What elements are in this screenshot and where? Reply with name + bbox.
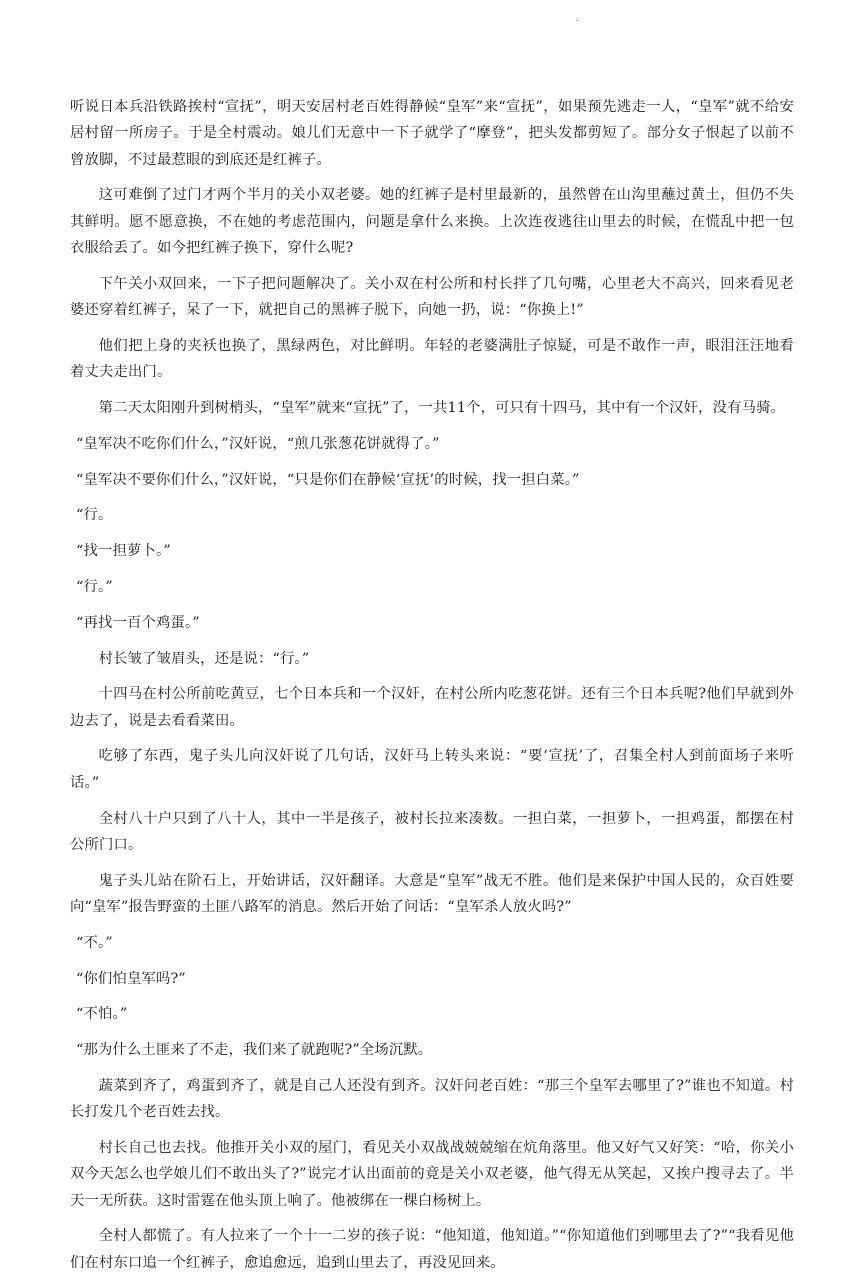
dialogue-line: “皇军决不吃你们什么，”汉奸说，“煎几张葱花饼就得了。” xyxy=(76,435,440,452)
paragraph: 听说日本兵沿铁路挨村“宣抚”，明天安居村老百姓得静候“皇军”来“宣抚”，如果预先逃走一人，“皇军”就不给安居村留一所房子。于是全村震动。娘儿们无意中一下子就学了“摩登”，把头发都剪短了。部分女子恨起了以前不曾放脚，不过最惹眼的到底还是红裤子。 xyxy=(70,99,794,168)
paragraph: 蔬菜到齐了，鸡蛋到齐了，就是自己人还没有到齐。汉奸问老百姓：“那三个皇军去哪里了?”谁也不知道。村长打发几个老百姓去找。 xyxy=(70,1077,794,1121)
paragraph: 全村八十户只到了八十人，其中一半是孩子，被村长拉来凑数。一担白菜，一担萝卜，一担鸡蛋，都摆在村公所门口。 xyxy=(70,810,794,853)
paragraph: 这可难倒了过门才两个半月的关小双老婆。她的红裤子是村里最新的，虽然曾在山沟里蘸过黄土，但仍不失其鲜明。愿不愿意换，不在她的考虑范围内，问题是拿什么来换。上次连夜逃往山里去的时候，在慌乱中把一包衣服给丢了。如今把红裤子换下，穿什么呢? xyxy=(70,187,794,256)
dialogue-line: “你们怕皇军吗?” xyxy=(76,970,186,987)
dialogue-line: “皇军决不要你们什么，”汉奸说，“只是你们在静候‘宣抚’的时候，找一担白菜。” xyxy=(76,471,580,488)
dialogue-line: “那为什么土匪来了不走，我们来了就跑呢?”全场沉默。 xyxy=(76,1042,433,1059)
paragraph: 下午关小双回来，一下子把问题解决了。关小双在村公所和村长拌了几句嘴，心里老大不高兴，回来看见老婆还穿着红裤子，呆了一下，就把自己的黑裤子脱下，向她一扔，说：“你换上!” xyxy=(70,275,794,319)
paragraph: 第二天太阳刚升到树梢头，“皇军”就来“宣抚”了，一共11个，可只有十四马，其中有一个汉奸，没有马骑。 xyxy=(98,399,786,416)
document-body xyxy=(70,94,794,1285)
paragraph: 村长自己也去找。他推开关小双的屋门，看见关小双战战兢兢缩在炕角落里。他又好气又好笑：“哈，你关小双今天怎么也学娘儿们不敢出头了?”说完才认出面前的竟是关小双老婆，他气得无从笑起，又挨户搜寻去了。半天一无所获。这时雷霆在他头顶上响了。他被绑在一棵白杨树上。 xyxy=(70,1140,794,1209)
paragraph: 村长皱了皱眉头，还是说：“行。” xyxy=(98,650,310,667)
paragraph: 十四马在村公所前吃黄豆，七个日本兵和一个汉奸，在村公所内吃葱花饼。还有三个日本兵呢?他们早就到外边去了，说是去看看菜田。 xyxy=(70,686,794,729)
dialogue-line: “行。” xyxy=(76,578,113,595)
dialogue-line: “不。” xyxy=(76,934,113,951)
paragraph: 吃够了东西，鬼子头儿向汉奸说了几句话，汉奸马上转头来说：“要‘宣抚’了，召集全村人到前面场子来听话。” xyxy=(70,748,794,791)
paragraph: 他们把上身的夹袄也换了，黑绿两色，对比鲜明。年轻的老婆满肚子惊疑，可是不敢作一声，眼泪汪汪地看着丈夫走出门。 xyxy=(70,337,794,381)
header-mark: . xyxy=(576,14,579,23)
dialogue-line: “再找一百个鸡蛋。” xyxy=(76,614,200,631)
dialogue-line: “找一担萝卜。” xyxy=(76,543,171,560)
paragraph: 全村人都慌了。有人拉来了一个十一二岁的孩子说：“他知道，他知道。”“你知道他们到哪里去了?”“我看见他们在村东口追一个红裤子，愈追愈远，追到山里去了，再没见回来。 xyxy=(70,1228,794,1271)
dialogue-line: “不怕。” xyxy=(76,1006,128,1023)
dialogue-line: “行。 xyxy=(76,507,113,524)
paragraph: 鬼子头儿站在阶石上，开始讲话，汉奸翻译。大意是“皇军”战无不胜。他们是来保护中国人民的，众百姓要向“皇军”报告野蛮的土匪八路军的消息。然后开始了问话：“皇军杀人放火吗?” xyxy=(70,872,794,915)
